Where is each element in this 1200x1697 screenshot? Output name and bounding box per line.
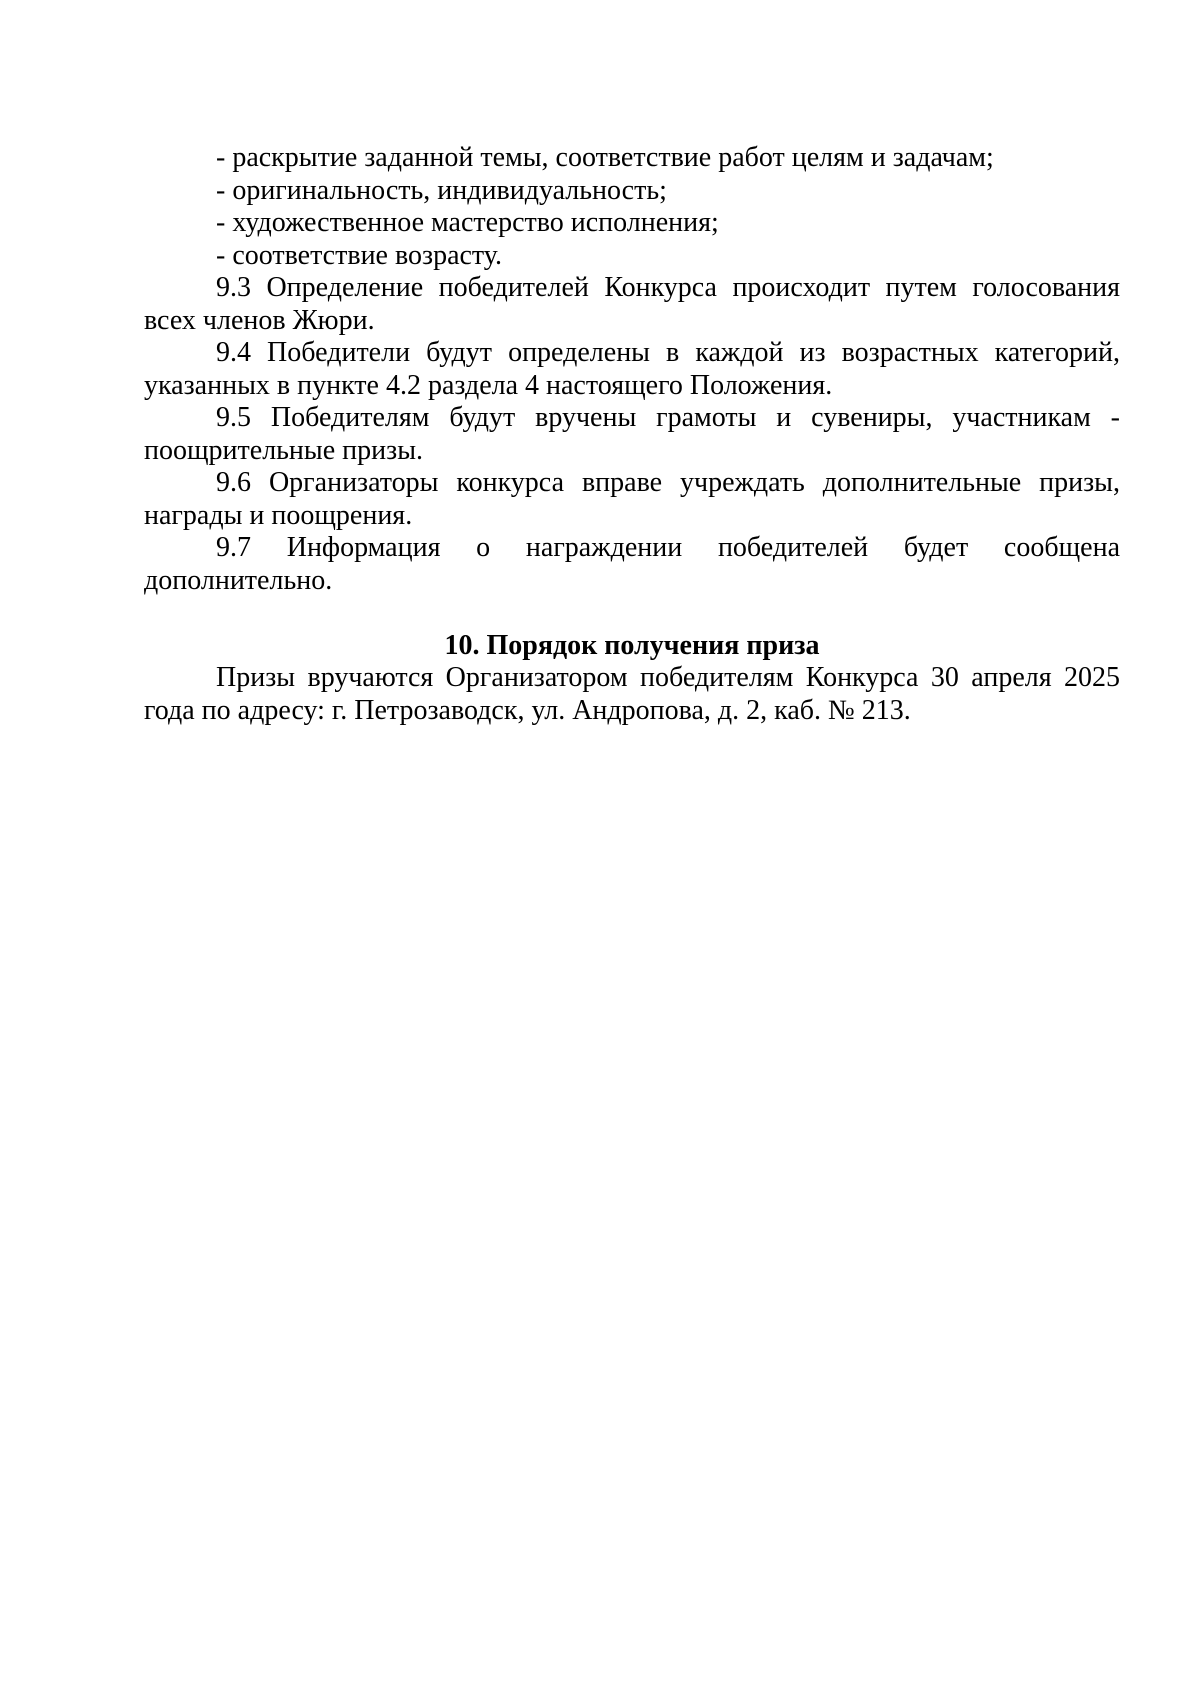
item-9-4: [144, 337, 1120, 402]
section-10-title: 10. Порядок получения приза: [444, 629, 820, 661]
criterion-craftsmanship: - художественное мастерство исполнения;: [216, 207, 719, 238]
item-9-6-line2: награды и поощрения.: [144, 499, 413, 531]
document-body: [144, 142, 1120, 727]
item-9-3-line1: 9.3 Определение победителей Конкурса происходит путем голосования: [216, 272, 1120, 303]
criterion-age: - соответствие возрасту.: [216, 239, 502, 271]
section-10-line1: Призы вручаются Организатором победителям Конкурса 30 апреля 2025: [216, 662, 1120, 693]
item-9-7: [144, 532, 1120, 597]
item-9-5: [144, 402, 1120, 467]
item-9-7-line2: дополнительно.: [144, 564, 333, 596]
criterion-originality: - оригинальность, индивидуальность;: [216, 174, 667, 206]
criterion-theme: - раскрытие заданной темы, соответствие работ целям и задачам;: [216, 142, 994, 173]
item-9-5-line2: поощрительные призы.: [144, 434, 424, 466]
item-9-4-line1: 9.4 Победители будут определены в каждой из возрастных категорий,: [216, 337, 1120, 368]
section-10-line2: года по адресу: г. Петрозаводск, ул. Андропова, д. 2, каб. № 213.: [144, 694, 911, 726]
item-9-6-line1: 9.6 Организаторы конкурса вправе учреждать дополнительные призы,: [216, 467, 1120, 498]
item-9-7-line1: 9.7 Информация о награждении победителей будет сообщена: [216, 532, 1120, 563]
section-10-paragraph: [144, 662, 1120, 727]
item-9-5-line1: 9.5 Победителям будут вручены грамоты и сувениры, участникам -: [216, 402, 1120, 433]
item-9-3-line2: всех членов Жюри.: [144, 304, 375, 336]
item-9-3: [144, 272, 1120, 337]
item-9-6: [144, 467, 1120, 532]
item-9-4-line2: указанных в пункте 4.2 раздела 4 настоящего Положения.: [144, 369, 833, 401]
